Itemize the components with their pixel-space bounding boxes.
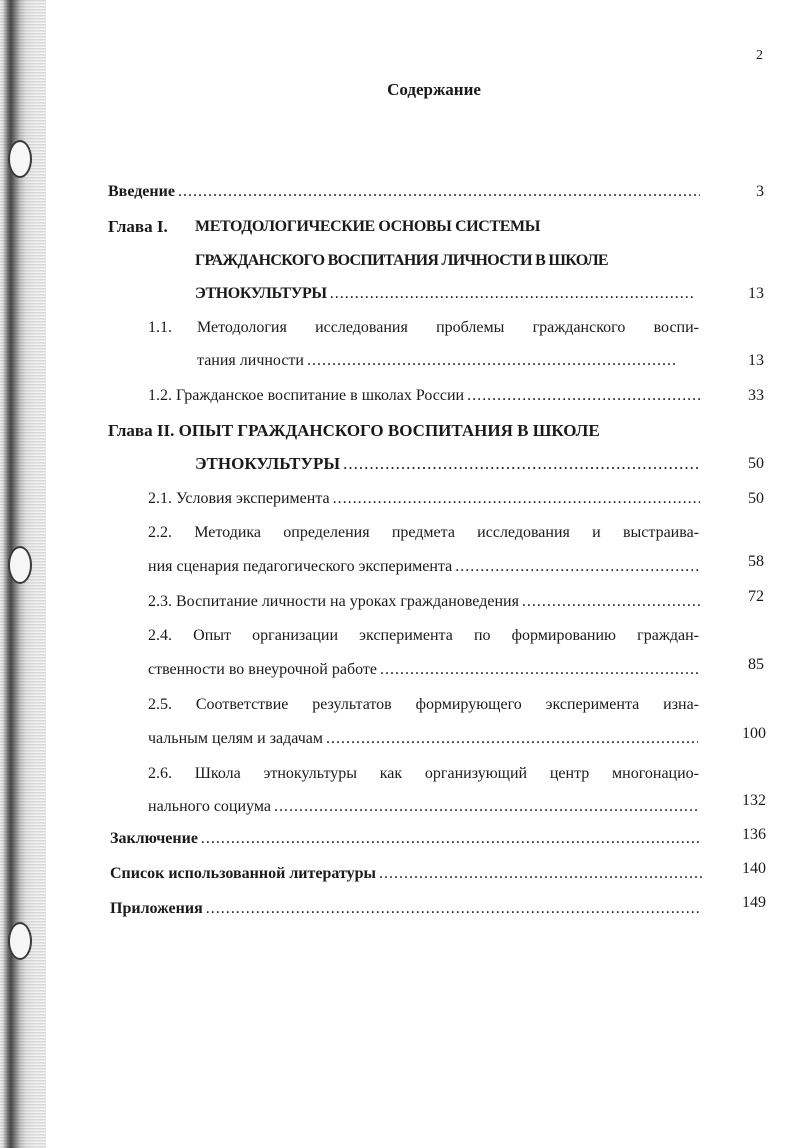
toc-entry-conclusion [110, 829, 702, 849]
toc-entry-intro [108, 182, 700, 202]
toc-page-number: 140 [742, 860, 766, 877]
toc-section-number: 1.1. [148, 319, 172, 336]
toc-entry-title: Заключение [110, 830, 198, 847]
toc-section-2-2-line2 [148, 557, 700, 577]
dot-leader [327, 284, 695, 304]
toc-entry-title: Список использованной литературы [110, 865, 376, 882]
toc-page-number: 85 [748, 656, 764, 673]
toc-entry-title: ственности во внеурочной работе [148, 661, 377, 678]
toc-section-1-2 [148, 386, 700, 406]
toc-entry-title: ния сценария педагогического эксперимента [148, 558, 453, 575]
toc-chapter-1-label: Глава I. [108, 217, 168, 236]
dot-leader [304, 351, 677, 371]
toc-section-2-5-line2 [148, 729, 698, 749]
toc-entry-title: ЭТНОКУЛЬТУРЫ [195, 285, 327, 302]
toc-entry-appendix [110, 899, 702, 919]
toc-section-2-1 [148, 489, 700, 509]
toc-page-number: 58 [748, 553, 764, 570]
toc-page-number: 13 [748, 285, 764, 302]
dot-leader [198, 829, 702, 849]
toc-entry-title: 1.2. Гражданское воспитание в школах России [148, 387, 465, 404]
toc-section-2-5-line1: 2.5. Соответствие результатов формирующего эксперимента изна- [148, 696, 699, 713]
binding-hole [8, 546, 32, 584]
dot-leader [464, 386, 700, 406]
dot-leader [323, 729, 698, 749]
toc-section-2-3 [148, 592, 700, 612]
toc-page-number: 136 [742, 826, 766, 843]
toc-entry-title: Приложения [110, 900, 203, 917]
toc-page-number: 50 [748, 490, 764, 507]
toc-entry-title: 2.1. Условия эксперимента [148, 490, 330, 507]
toc-chapter-2-title-line2 [195, 454, 699, 474]
toc-page-number: 100 [742, 725, 766, 742]
toc-chapter-1-title-line1: МЕТОДОЛОГИЧЕСКИЕ ОСНОВЫ СИСТЕМЫ [195, 218, 540, 235]
dot-leader [452, 557, 700, 577]
dot-leader [175, 182, 700, 202]
binding-hole [8, 140, 32, 178]
toc-entry-title: 2.3. Воспитание личности на уроках граждановедения [148, 593, 519, 610]
dot-leader [203, 899, 702, 919]
toc-page-number: 149 [742, 894, 766, 911]
toc-entry-title: чальным целям и задачам [148, 730, 323, 747]
toc-entry-title: нального социума [148, 798, 271, 815]
binding-hole [8, 922, 32, 960]
toc-page-number: 33 [748, 387, 764, 404]
toc-chapter-1-title-line3 [195, 284, 695, 304]
page-title: Содержание [387, 80, 481, 99]
toc-entry-title: ЭТНОКУЛЬТУРЫ [195, 454, 341, 473]
toc-page-number: 3 [756, 183, 764, 200]
toc-section-1-1-line1: Методология исследования проблемы гражданского воспи- [197, 319, 699, 336]
toc-entry-references [110, 864, 702, 884]
dot-leader [377, 660, 700, 680]
toc-section-2-6-line1: 2.6. Школа этнокультуры как организующий центр многонацио- [148, 765, 699, 782]
toc-section-1-1-line2 [197, 351, 677, 371]
toc-section-2-6-line2 [148, 797, 700, 817]
dot-leader [519, 592, 700, 612]
dot-leader [340, 454, 699, 474]
toc-section-2-4-line1: 2.4. Опыт организации эксперимента по формированию граждан- [148, 627, 699, 644]
toc-page-number: 13 [748, 352, 764, 369]
toc-section-2-4-line2 [148, 660, 700, 680]
dot-leader [330, 489, 700, 509]
page-number: 2 [756, 48, 763, 63]
dot-leader [376, 864, 702, 884]
toc-entry-title: Введение [108, 183, 175, 200]
toc-entry-title: тания личности [197, 352, 304, 369]
toc-page-number: 132 [742, 792, 766, 809]
toc-section-2-2-line1: 2.2. Методика определения предмета исследования и выстраива- [148, 524, 699, 541]
toc-chapter-1-title-line2: ГРАЖДАНСКОГО ВОСПИТАНИЯ ЛИЧНОСТИ В ШКОЛЕ [195, 252, 608, 269]
toc-chapter-2-title-line1: Глава II. ОПЫТ ГРАЖДАНСКОГО ВОСПИТАНИЯ В ШКОЛЕ [108, 421, 600, 440]
toc-page-number: 50 [748, 455, 764, 472]
dot-leader [271, 797, 700, 817]
toc-page-number: 72 [748, 588, 764, 605]
